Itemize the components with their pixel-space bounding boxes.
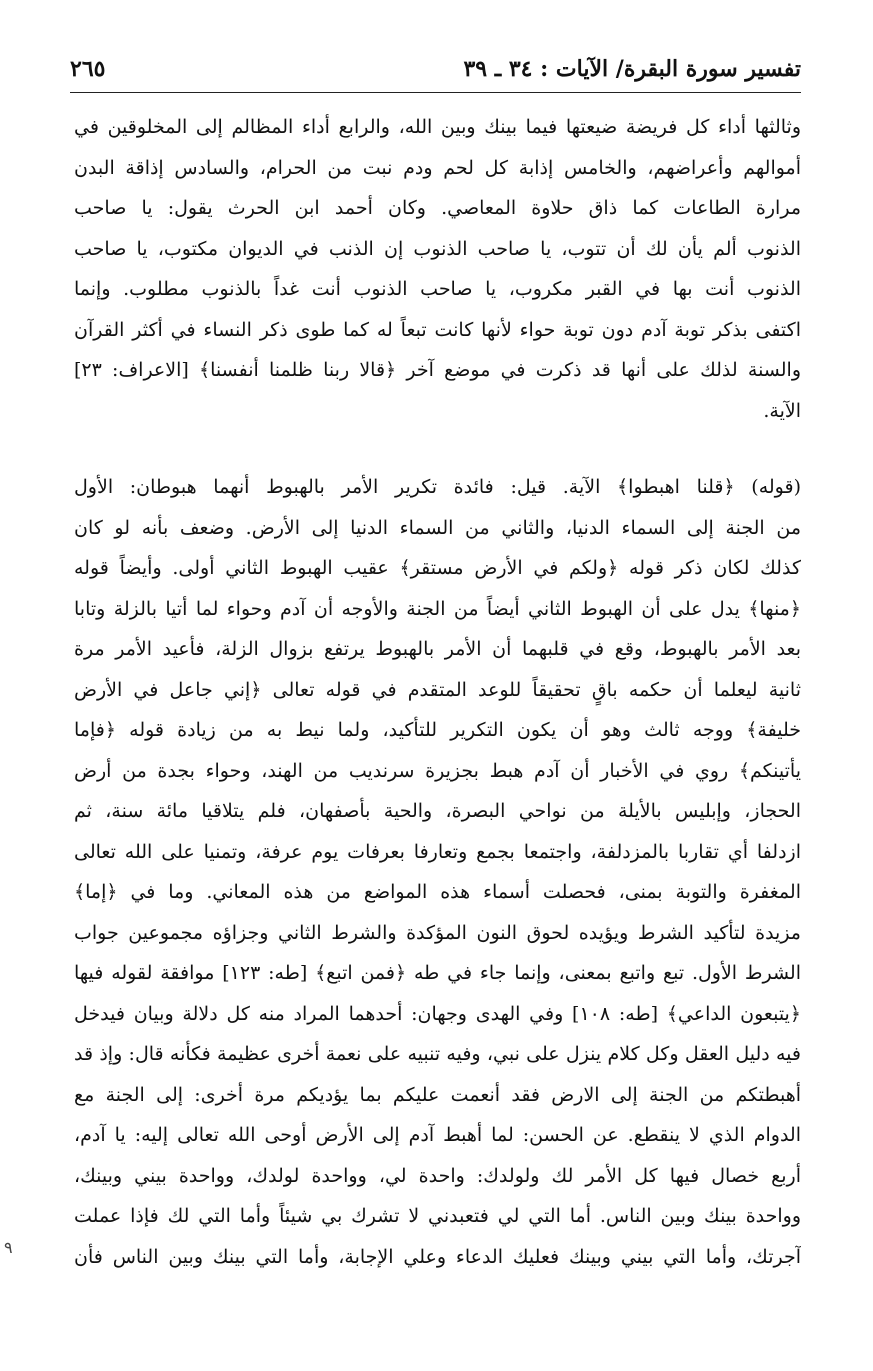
text-line: والسنة لذلك على أنها قد ذكرت في موضع آخر ﴿قالا ربنا ظلمنا أنفسنا﴾ [الاعراف: ٢٣] — [74, 359, 801, 381]
paragraph-gap — [74, 431, 801, 467]
text-line: (قوله) ﴿قلنا اهبطوا﴾ الآية. قيل: فائدة تكرير الأمر بالهبوط أنهما هبوطان: الأول — [74, 476, 801, 498]
text-line: مرارة الطاعات كما ذاق حلاوة المعاصي. وكان أحمد ابن الحرث يقول: يا صاحب — [74, 197, 801, 219]
text-line: وواحدة بينك وبين الناس. أما التي لي فتعبدني لا تشرك بي شيئاً وأما التي لك فإذا عملت — [74, 1205, 801, 1227]
margin-mark: ٩ — [4, 1238, 13, 1257]
text-line: فيه دليل العقل وكل كلام ينزل على نبي، وفيه تنبيه على نعمة أخرى عظيمة فكأنه قال: وإذ قد — [74, 1043, 801, 1065]
text-line: مزيدة لتأكيد الشرط ويؤيده لحوق النون المؤكدة والشرط الثاني وجزاؤه مجموعين جواب — [74, 921, 801, 944]
header-rule — [70, 92, 801, 93]
text-line: ثانية ليعلما أن حكمه باقٍ تحقيقاً للوعد المتقدم في قوله تعالى ﴿إني جاعل في الأرض — [74, 678, 801, 701]
text-line: الدوام الذي لا ينقطع. عن الحسن: لما أهبط آدم إلى الأرض أوحى الله تعالى إليه: يا آدم، — [74, 1124, 801, 1146]
text-line: من الجنة إلى السماء الدنيا، والثاني من السماء الدنيا إلى الأرض. وضعف بأنه لو كان — [74, 516, 801, 539]
text-line: المغفرة والتوبة بمنى، فحصلت أسماء هذه المواضع من هذه المعاني. وما في ﴿إما﴾ — [74, 881, 801, 903]
page-body — [74, 107, 801, 1277]
text-line: الشرط الأول. تبع واتبع بمعنى، وإنما جاء في طه ﴿فمن اتبع﴾ [طه: ١٢٣] موافقة لقوله فيها — [74, 962, 801, 984]
text-line: آجرتك، وأما التي بيني وبينك فعليك الدعاء وعلي الإجابة، وأما التي بينك وبين الناس فأن — [74, 1245, 801, 1268]
text-line: بعد الأمر بالهبوط، وقع في قلبهما أن الأمر بالهبوط يرتفع بزوال الزلة، فأعيد الأمر مرة — [74, 638, 801, 660]
text-line: الآية. — [763, 399, 801, 422]
page-number: ٢٦٥ — [70, 56, 106, 82]
text-line: يأتينكم﴾ روي في الأخبار أن آدم هبط بجزيرة سرنديب من الهند، وحواء بجدة من أرض — [74, 759, 801, 782]
text-line: ﴿يتبعون الداعي﴾ [طه: ١٠٨] وفي الهدى وجهان: أحدهما المراد منه كل دلالة وبيان فيدخل — [74, 1002, 801, 1025]
paragraph-1 — [74, 107, 801, 431]
text-line: أهبطتكم من الجنة إلى الارض فقد أنعمت عليكم بما يؤديكم مرة أخرى: إلى الجنة مع — [74, 1083, 801, 1106]
page-header — [70, 52, 801, 88]
text-line: الحجاز، وإبليس بالأيلة من نواحي البصرة، والحية بأصفهان، فلم يتلاقيا مائة سنة، ثم — [74, 800, 801, 822]
text-line: ازدلفا أي تقاربا بالمزدلفة، واجتمعا بجمع وتعارفا بعرفات يوم عرفة، وتمنيا على الله تعالى — [74, 840, 801, 863]
paragraph-2 — [74, 467, 801, 1277]
text-line: وثالثها أداء كل فريضة ضيعتها فيما بينك وبين الله، والرابع أداء المظالم إلى المخلوقين في — [74, 116, 801, 138]
running-title: تفسير سورة البقرة/ الآيات : ٣٤ ـ ٣٩ — [463, 56, 801, 82]
text-line: أربع خصال فيها كل الأمر لك ولولدك: واحدة لي، وواحدة لولدك، وواحدة بيني وبينك، — [74, 1164, 801, 1187]
text-line: الذنوب ألم يأن لك أن تتوب، يا صاحب الذنوب إن الذنب في الديوان مكتوب، يا صاحب — [74, 237, 801, 260]
text-line: الذنوب أنت بها في القبر مكروب، يا صاحب الذنوب أنت غداً بالذنوب مطلوب. وإنما — [74, 278, 801, 300]
text-line: خليفة﴾ ووجه ثالث وهو أن يكون التكرير للتأكيد، ولما نيط به من زيادة قوله ﴿فإما — [74, 719, 801, 741]
text-line: أموالهم وأعراضهم، والخامس إذابة كل لحم ودم نبت من الحرام، والسادس إذاقة البدن — [74, 156, 801, 179]
text-line: كذلك لكان ذكر قوله ﴿ولكم في الأرض مستقر﴾ عقيب الهبوط الثاني أولى. وأيضاً قوله — [74, 557, 801, 579]
text-line: اكتفى بذكر توبة آدم دون توبة حواء لأنها كانت تبعاً له كما طوى ذكر النساء في أكثر القرآن — [74, 318, 801, 341]
text-line: ﴿منها﴾ يدل على أن الهبوط الثاني أيضاً من الجنة والأوجه أن آدم وحواء لما أتيا بالزلة وتابا — [74, 597, 801, 620]
